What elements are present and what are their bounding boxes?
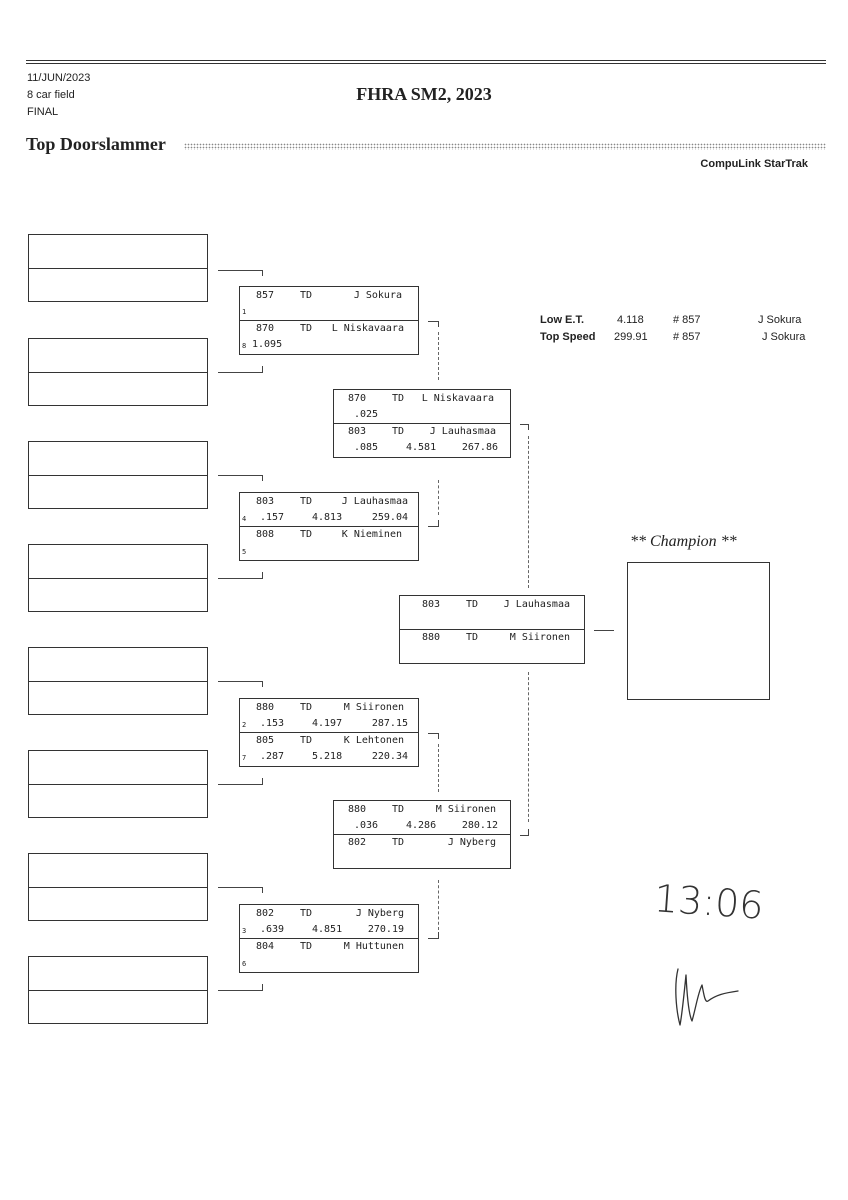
class-name: Top Doorslammer [26,134,166,154]
car-number: 803 [348,426,367,437]
entry-box [28,853,208,921]
reaction-time: .085 [354,442,379,453]
top-speed-label: Top Speed [540,331,596,343]
handwritten-time: 13:06 [652,876,765,928]
car-number: 880 [348,804,367,815]
car-number: 802 [256,908,275,919]
entry-box [28,956,208,1024]
class-code: TD [300,908,313,919]
class-code: TD [300,496,313,507]
speed: 287.15 [371,718,408,729]
driver-name: L Niskavaara [421,393,494,404]
r1-match-2 [239,492,419,561]
elapsed-time: 4.851 [312,924,343,935]
reaction-time: .025 [354,409,379,420]
reaction-time: 1.095 [252,339,283,350]
r1-match-3 [239,698,419,767]
driver-name: J Nyberg [355,908,404,919]
seed-number: 7 [242,754,247,762]
class-code: TD [300,323,313,334]
car-number: 880 [422,632,441,643]
driver-name: M Siironen [435,804,496,815]
r1-match-1 [239,286,419,355]
car-number: 803 [256,496,275,507]
class-code: TD [392,804,405,815]
class-code: TD [392,426,405,437]
speed: 270.19 [367,924,404,935]
semi-match-2 [333,800,511,869]
champion-title: ** Champion ** [630,533,737,550]
speed: 220.34 [371,751,408,762]
car-number: 870 [256,323,275,334]
low-et-driver: J Sokura [758,314,802,326]
class-code: TD [392,393,405,404]
class-code: TD [300,529,313,540]
car-number: 802 [348,837,367,848]
entry-box [28,234,208,302]
reaction-time: .036 [354,820,379,831]
header-rule-top [26,60,826,61]
seed-number: 5 [242,548,247,556]
class-code: TD [300,735,313,746]
event-title: FHRA SM2, 2023 [356,84,492,104]
signature-icon [660,955,750,1035]
elapsed-time: 4.286 [406,820,437,831]
top-speed-driver: J Sokura [762,331,806,343]
class-code: TD [300,290,313,301]
seed-number: 2 [242,721,247,729]
top-speed-value: 299.91 [614,331,648,343]
car-number: 803 [422,599,441,610]
elapsed-time: 4.813 [312,512,343,523]
driver-name: M Siironen [509,632,570,643]
class-code: TD [466,632,479,643]
champion-box [627,562,770,700]
seed-number: 8 [242,342,247,350]
reaction-time: .639 [260,924,285,935]
entry-box [28,338,208,406]
driver-name: J Lauhasmaa [429,426,496,437]
car-number: 880 [256,702,275,713]
records-panel [540,314,830,348]
car-number: 870 [348,393,367,404]
software-brand: CompuLink StarTrak [700,158,808,170]
round-label: FINAL [27,106,59,118]
elapsed-time: 4.581 [406,442,437,453]
class-code: TD [466,599,479,610]
race-date: 11/JUN/2023 [27,72,91,84]
entry-box [28,750,208,818]
elapsed-time: 4.197 [312,718,343,729]
driver-name: L Niskavaara [331,323,404,334]
low-et-car: # 857 [673,314,701,326]
r1-match-4 [239,904,419,973]
seed-number: 4 [242,515,247,523]
entry-box [28,441,208,509]
driver-name: K Lehtonen [343,735,404,746]
reaction-time: .287 [260,751,285,762]
reaction-time: .153 [260,718,285,729]
seed-number: 6 [242,960,247,968]
class-code: TD [300,941,313,952]
car-number: 808 [256,529,275,540]
elapsed-time: 5.218 [312,751,343,762]
entry-box [28,544,208,612]
driver-name: J Lauhasmaa [503,599,570,610]
driver-name: J Nyberg [447,837,496,848]
semi-match-1 [333,389,511,458]
car-number: 805 [256,735,275,746]
seed-number: 3 [242,927,247,935]
driver-name: J Lauhasmaa [341,496,408,507]
speed: 259.04 [371,512,408,523]
low-et-value: 4.118 [617,314,644,326]
car-number: 857 [256,290,275,301]
speed: 280.12 [461,820,498,831]
seed-number: 1 [242,308,247,316]
driver-name: M Huttunen [343,941,404,952]
dotted-fill [184,143,826,150]
class-code: TD [300,702,313,713]
car-number: 804 [256,941,275,952]
reaction-time: .157 [260,512,285,523]
driver-name: K Nieminen [341,529,402,540]
top-speed-car: # 857 [673,331,701,343]
driver-name: M Siironen [343,702,404,713]
field-size: 8 car field [27,89,75,101]
low-et-label: Low E.T. [540,314,584,326]
final-match [399,595,585,664]
speed: 267.86 [461,442,498,453]
class-header [26,134,826,156]
entry-box [28,647,208,715]
class-code: TD [392,837,405,848]
header-rule-bottom [26,63,826,64]
driver-name: J Sokura [353,290,402,301]
